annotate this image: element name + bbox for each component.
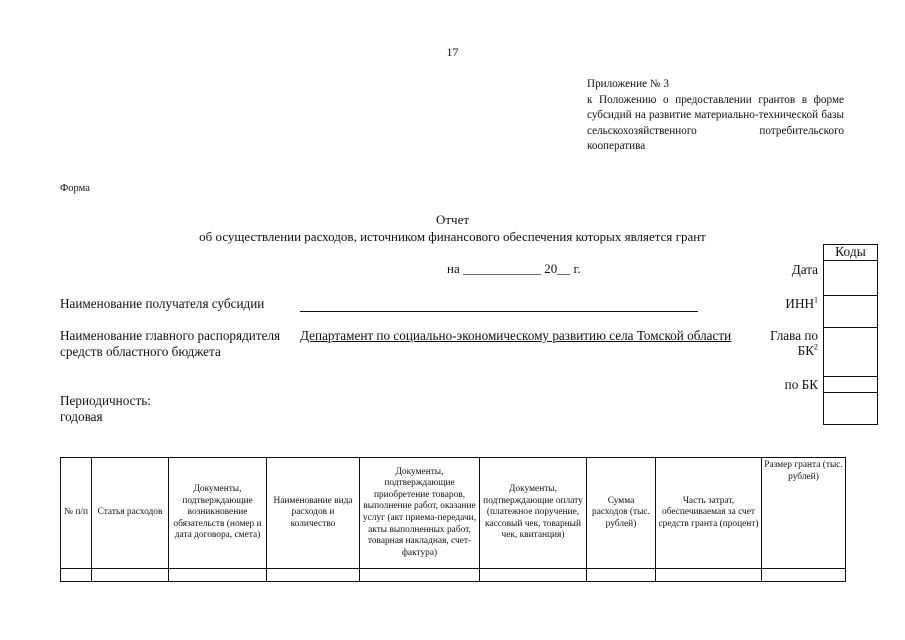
report-subtitle: об осуществлении расходов, источником финансового обеспечения которых является грант <box>199 229 706 244</box>
col-grant-amount: Размер гранта (тыс. рублей) <box>762 458 846 569</box>
report-title: Отчет <box>435 212 470 227</box>
glava-footnote: 2 <box>814 342 818 352</box>
col-grant-share: Часть затрат, обеспечиваемая за счет средств гранта (процент) <box>656 458 762 569</box>
periodicity-label: Периодичность: <box>60 393 151 408</box>
glava-line2: БК <box>797 343 814 358</box>
code-pobk-label: по БК <box>784 377 818 392</box>
expenses-table <box>60 457 846 582</box>
codes-header: Коды <box>835 244 866 259</box>
manager-value: Департамент по социально-экономическому развитию села Томской области <box>300 328 732 343</box>
report-date-line: на ____________ 20__ г. <box>447 261 581 276</box>
manager-label: Наименование главного распорядителя средств областного бюджета <box>60 328 281 359</box>
appendix-title: Приложение № 3 <box>587 78 669 90</box>
table-cell[interactable] <box>480 569 587 582</box>
recipient-field[interactable] <box>300 311 698 312</box>
form-label: Форма <box>60 183 90 194</box>
appendix-note <box>587 77 844 155</box>
col-expense-item: Статья расходов <box>92 458 169 569</box>
col-purchase-docs: Документы, подтверждающие приобретение товаров, выполнение работ, оказание услуг (акт приема-передачи, акты выполненных работ, товарная накладная, счет-фактура) <box>360 458 480 569</box>
table-cell[interactable] <box>360 569 480 582</box>
code-glava-label <box>740 328 818 358</box>
code-date-cell[interactable] <box>824 260 877 261</box>
table-cell[interactable] <box>169 569 267 582</box>
col-expense-type: Наименование вида расходов и количество <box>267 458 360 569</box>
table-cell[interactable] <box>61 569 92 582</box>
code-inn-label <box>740 296 818 311</box>
col-obligation-docs: Документы, подтверждающие возникновение обязательств (номер и дата договора, смета) <box>169 458 267 569</box>
inn-footnote: 1 <box>814 295 818 305</box>
table-cell[interactable] <box>267 569 360 582</box>
code-pobk-cell[interactable] <box>824 376 877 377</box>
table-cell[interactable] <box>92 569 169 582</box>
col-number: № п/п <box>61 458 92 569</box>
inn-text: ИНН <box>785 296 814 311</box>
appendix-body: к Положению о предоставлении грантов в форме субсидий на развитие материально-технической базы сельскохозяйственного потребительского кооператива <box>587 93 844 153</box>
codes-box <box>823 244 878 425</box>
code-date-label: Дата <box>791 262 818 277</box>
table-cell[interactable] <box>587 569 656 582</box>
table-cell[interactable] <box>762 569 846 582</box>
code-inn-cell[interactable] <box>824 295 877 296</box>
col-expense-sum: Сумма расходов (тыс. рублей) <box>587 458 656 569</box>
page-number: 17 <box>446 45 459 59</box>
recipient-label: Наименование получателя субсидии <box>60 296 265 311</box>
table-cell[interactable] <box>656 569 762 582</box>
col-payment-docs: Документы, подтверждающие оплату (платежное поручение, кассовый чек, товарный чек, квитанция) <box>480 458 587 569</box>
table-header-row <box>61 458 846 569</box>
table-row <box>61 569 846 582</box>
glava-line1: Глава по <box>770 328 818 343</box>
periodicity-value: годовая <box>60 409 103 424</box>
code-glava-cell[interactable] <box>824 327 877 328</box>
